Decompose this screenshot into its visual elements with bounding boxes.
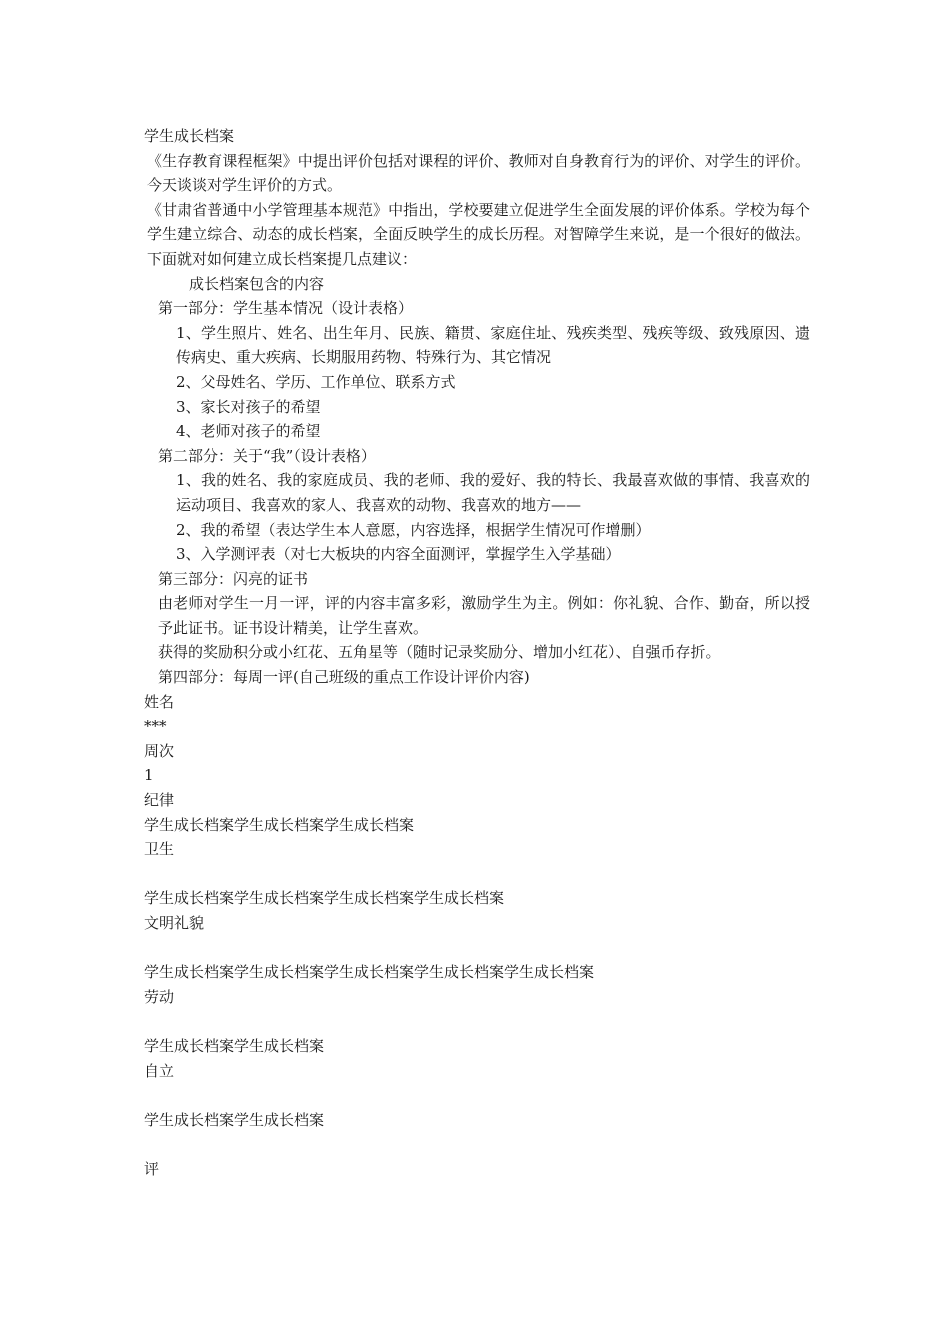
row-spacer: [144, 1009, 810, 1034]
part1-item-4: 4、老师对孩子的希望: [176, 422, 321, 441]
document-title: 学生成长档案: [144, 127, 235, 145]
contents-heading: 成长档案包含的内容: [189, 274, 325, 293]
row-label-courtesy: 文明礼貌: [144, 914, 205, 932]
name-label: 姓名: [144, 692, 175, 711]
part2-item-1: 1、我的姓名、我的家庭成员、我的老师、我的爱好、我的特长、我最喜欢做的事情、我喜欢的运动项目、我喜欢的家人、我喜欢的动物、我喜欢的地方——: [176, 471, 810, 514]
weekly-evaluation-table: [144, 690, 810, 1182]
part1-item-3: 3、家长对孩子的希望: [176, 397, 321, 416]
footer-label: 评: [144, 1159, 160, 1178]
part3-paragraph-1: 由老师对学生一月一评，评的内容丰富多彩，激励学生为主。例如：你礼貌、合作、勤奋，所以授予此证书。证书设计精美，让学生喜欢。: [158, 594, 810, 637]
row-label-hygiene: 卫生: [144, 840, 175, 859]
row-value-hygiene: 学生成长档案学生成长档案学生成长档案学生成长档案: [144, 889, 505, 908]
row-label-labor: 劳动: [144, 987, 175, 1006]
part4-heading: 第四部分：每周一评(自己班级的重点工作设计评价内容): [158, 668, 530, 687]
part1-item-1: 1、学生照片、姓名、出生年月、民族、籍贯、家庭住址、残疾类型、残疾等级、致残原因、遗传病史、重大疾病、长期服用药物、特殊行为、其它情况: [176, 323, 810, 367]
intro-paragraph-1: 《生存教育课程框架》中提出评价包括对课程的评价、教师对自身教育行为的评价、对学生的评价。今天谈谈对学生评价的方式。: [147, 151, 810, 195]
name-value: ***: [144, 717, 167, 736]
row-spacer: [144, 1083, 810, 1108]
row-label-self-reliance: 自立: [144, 1061, 175, 1080]
part2-item-3: 3、入学测评表（对七大板块的内容全面测评，掌握学生入学基础）: [176, 545, 621, 564]
row-value-labor: 学生成长档案学生成长档案: [144, 1036, 325, 1055]
part3-heading: 第三部分：闪亮的证书: [158, 569, 309, 588]
row-value-courtesy: 学生成长档案学生成长档案学生成长档案学生成长档案学生成长档案: [144, 963, 595, 982]
part1-heading: 第一部分：学生基本情况（设计表格）: [158, 299, 414, 318]
part2-heading: 第二部分：关于“我”（设计表格）: [158, 446, 376, 465]
week-label: 周次: [144, 741, 175, 760]
row-label-discipline: 纪律: [144, 791, 175, 810]
part2-item-2: 2、我的希望（表达学生本人意愿，内容选择，根据学生情况可作增删）: [176, 520, 651, 539]
week-value: 1: [144, 766, 154, 785]
row-value-discipline: 学生成长档案学生成长档案学生成长档案: [144, 815, 415, 834]
intro-paragraph-2: 《甘肃省普通中小学管理基本规范》中指出，学校要建立促进学生全面发展的评价体系。学校为每个学生建立综合、动态的成长档案，全面反映学生的成长历程。对智障学生来说，是一个很好的做法。下面就对如何建立成长档案提几点建议：: [147, 200, 810, 268]
part3-paragraph-2: 获得的奖励积分或小红花、五角星等（随时记录奖励分、增加小红花）、自强币存折。: [158, 643, 721, 662]
row-spacer: [144, 862, 810, 887]
row-value-self-reliance: 学生成长档案学生成长档案: [144, 1110, 325, 1129]
row-spacer: [144, 936, 810, 961]
part1-item-2: 2、父母姓名、学历、工作单位、联系方式: [176, 372, 456, 391]
document-body: [144, 124, 810, 1182]
row-spacer: [144, 1132, 810, 1157]
